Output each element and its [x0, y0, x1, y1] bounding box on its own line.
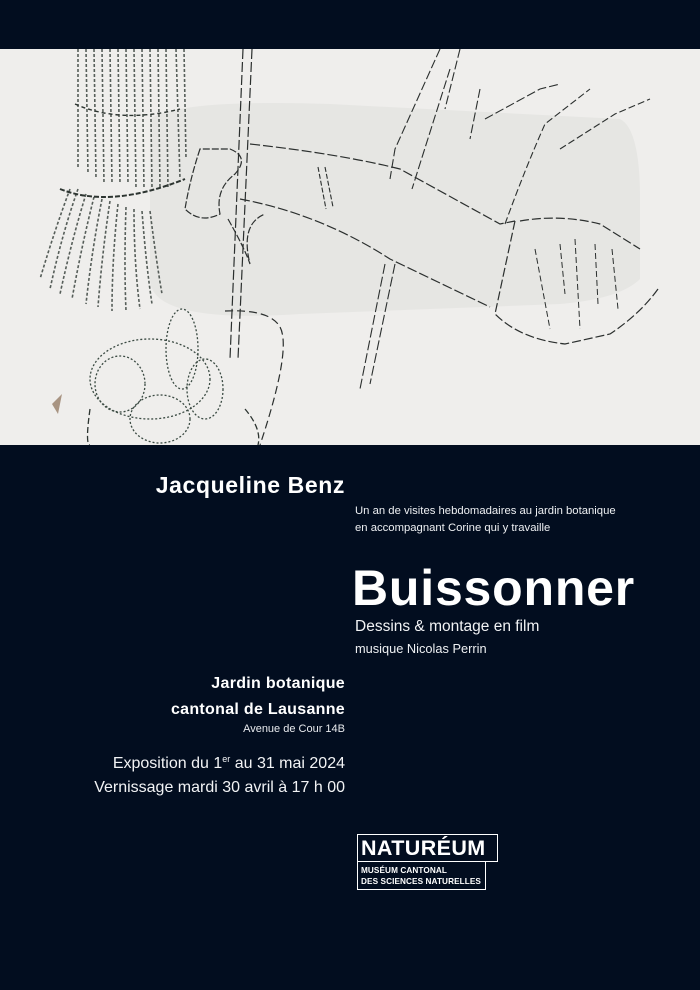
drawing-svg [0, 49, 700, 445]
logo-line-1: MUSÉUM CANTONAL [361, 866, 447, 875]
tagline-line-2: en accompagnant Corine qui y travaille [355, 522, 551, 534]
exhibition-dates-suffix: au 31 mai 2024 [230, 755, 345, 772]
natureum-logo [357, 834, 498, 890]
exhibition-title: Buissonner [352, 560, 636, 616]
venue-line-1: Jardin botanique [211, 675, 345, 692]
artwork-illustration [0, 49, 700, 445]
venue-line-2: cantonal de Lausanne [170, 701, 345, 718]
opening-date: Vernissage mardi 30 avril à 17 h 00 [94, 779, 345, 796]
venue-name [171, 671, 345, 723]
event-dates [94, 752, 345, 800]
tagline [355, 503, 616, 537]
venue-address: Avenue de Cour 14B [243, 723, 345, 735]
tagline-line-1: Un an de visites hebdomadaires au jardin botanique [355, 505, 616, 517]
exhibition-subtitle: Dessins & montage en film [355, 618, 540, 635]
logo-descriptor [357, 862, 486, 890]
music-credit: musique Nicolas Perrin [355, 641, 487, 656]
logo-line-2: DES SCIENCES NATURELLES [361, 877, 481, 886]
artist-name: Jacqueline Benz [155, 472, 345, 498]
exhibition-dates [94, 752, 345, 776]
exhibition-dates-prefix: Exposition du 1 [112, 755, 223, 772]
logo-wordmark: NATURÉUM [357, 834, 498, 862]
ordinal-superscript: er [222, 754, 231, 764]
